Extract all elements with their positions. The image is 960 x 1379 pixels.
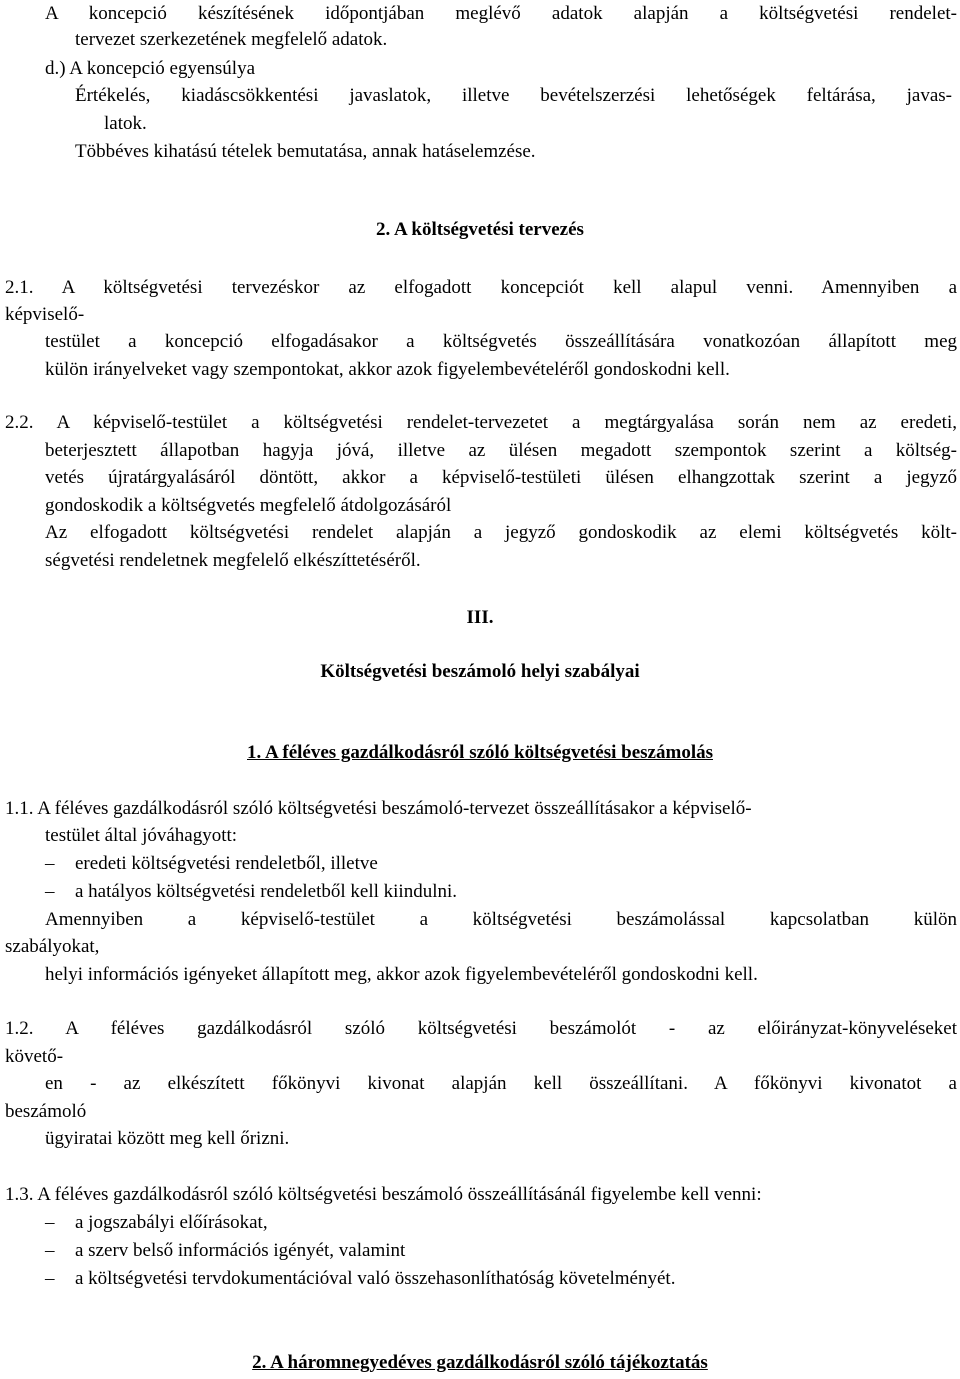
p22-line-3: vetés újratárgyalásáról döntött, akkor a képviselő-testületi ülésen elhangzottak szerint a jegyző (45, 467, 957, 488)
p13-item-3: – a költségvetési tervdokumentációval való összehasonlíthatóság követelményét. (45, 1268, 676, 1289)
concept-d-line-3: Többéves kihatású tételek bemutatása, annak hatáselemzése. (75, 141, 536, 162)
p22-line-5: Az elfogadott költségvetési rendelet alapján a jegyző gondoskodik az elemi költségvetés költ- (45, 522, 957, 543)
subsection-2-title: 2. A háromnegyedéves gazdálkodásról szóló tájékoztatás (252, 1352, 708, 1373)
p11-after-3: helyi információs igényeket állapított meg, akkor azok figyelembevételéről gondoskodni kell. (45, 964, 758, 985)
chapter-title: Költségvetési beszámoló helyi szabályai (320, 661, 640, 682)
p13-item-2: – a szerv belső információs igényét, valamint (45, 1240, 406, 1261)
dash-bullet: – (45, 1240, 55, 1261)
p11-line-2: testület által jóváhagyott: (45, 825, 238, 846)
p12-line-1: 1.2. A féléves gazdálkodásról szóló költségvetési beszámolót - az előirányzat-könyveléseket (5, 1018, 957, 1039)
concept-d-heading: d.) A koncepció egyensúlya (45, 58, 256, 79)
concept-c-line-1: A koncepció készítésének időpontjában meglévő adatok alapján a költségvetési rendelet- (45, 3, 957, 24)
p11-line-1: 1.1. A féléves gazdálkodásról szóló költségvetési beszámoló-tervezet összeállításakor a képviselő- (5, 798, 752, 819)
dash-bullet: – (45, 1212, 55, 1233)
p22-line-6: ségvetési rendeletnek megfelelő elkészíttetéséről. (45, 550, 421, 571)
concept-d-line-1: Értékelés, kiadáscsökkentési javaslatok, illetve bevételszerzési lehetőségek feltárása, javas- (75, 85, 952, 106)
p22-line-1: 2.2. A képviselő-testület a költségvetési rendelet-tervezetet a megtárgyalása során nem az eredeti, (5, 412, 957, 433)
p21-line-4: külön irányelveket vagy szempontokat, akkor azok figyelembevételéről gondoskodni kell. (45, 359, 730, 380)
p22-line-2: beterjesztett állapotban hagyja jóvá, illetve az ülésen megadott szempontok szerint a költség- (45, 440, 957, 461)
p21-line-1: 2.1. A költségvetési tervezéskor az elfogadott koncepciót kell alapul venni. Amennyiben a (5, 277, 957, 298)
p12-line-3: en - az elkészített főkönyvi kivonat alapján kell összeállítani. A főkönyvi kivonatot a (45, 1073, 957, 1094)
subsection-1-title: 1. A féléves gazdálkodásról szóló költségvetési beszámolás (247, 742, 713, 763)
p22-line-4: gondoskodik a költségvetés megfelelő átdolgozásáról (45, 495, 452, 516)
p11-item-2: – a hatályos költségvetési rendeletből kell kiindulni. (45, 881, 458, 902)
section-2-title: 2. A költségvetési tervezés (376, 219, 584, 240)
p21-line-2: képviselő- (5, 304, 85, 325)
p21-line-3: testület a koncepció elfogadásakor a költségvetés összeállítására vonatkozóan állapított meg (45, 331, 957, 352)
dash-bullet: – (45, 853, 55, 874)
dash-bullet: – (45, 1268, 55, 1289)
concept-d-line-2: latok. (104, 113, 147, 134)
p13-item-1: – a jogszabályi előírásokat, (45, 1212, 268, 1233)
p11-after-1: Amennyiben a képviselő-testület a költségvetési beszámolással kapcsolatban külön (45, 909, 957, 930)
p12-line-4: beszámoló (5, 1101, 87, 1122)
chapter-roman: III. (466, 607, 494, 628)
dash-bullet: – (45, 881, 55, 902)
p11-item-1: – eredeti költségvetési rendeletből, illetve (45, 853, 378, 874)
p12-line-2: követő- (5, 1046, 64, 1067)
concept-c-line-2: tervezet szerkezetének megfelelő adatok. (75, 29, 388, 50)
p11-after-2: szabályokat, (5, 936, 100, 957)
p13-line-1: 1.3. A féléves gazdálkodásról szóló költségvetési beszámoló összeállításánál figyelembe kell venni: (5, 1184, 762, 1205)
p12-line-5: ügyiratai között meg kell őrizni. (45, 1128, 290, 1149)
